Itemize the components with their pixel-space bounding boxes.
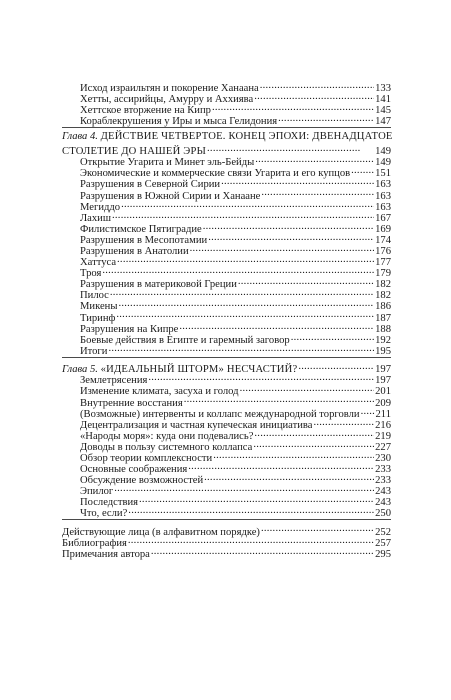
toc-entry-title: Разрушения в Южной Сирии и Ханаане xyxy=(80,190,261,202)
leader-dots xyxy=(179,321,374,332)
toc-entry-page: 163 xyxy=(375,201,391,213)
leader-dots xyxy=(212,102,374,113)
toc-entry-page: 257 xyxy=(375,537,391,549)
toc-entry-page: 188 xyxy=(375,323,391,335)
toc-entry-page: 211 xyxy=(375,408,391,420)
leader-dots xyxy=(117,254,374,265)
table-of-contents xyxy=(62,80,393,560)
toc-entry-title: Эпилог xyxy=(80,486,114,498)
toc-entry-title: Кораблекрушения у Иры и мыса Гелидония xyxy=(80,116,278,128)
toc-entry-title: Тиринф xyxy=(80,312,116,324)
leader-dots xyxy=(261,187,374,198)
leader-dots xyxy=(253,439,374,450)
leader-dots xyxy=(238,276,374,287)
toc-entry-page: 227 xyxy=(375,441,391,453)
toc-entry-page: 174 xyxy=(375,234,391,246)
leader-dots xyxy=(151,546,374,557)
toc-entry-page: 179 xyxy=(375,268,391,280)
toc-entry[interactable] xyxy=(62,265,391,280)
toc-entry-page: 141 xyxy=(375,94,391,106)
chapter-5-label: Глава 5. xyxy=(62,364,98,376)
toc-entry-page: 163 xyxy=(375,179,391,191)
toc-entry-page: 187 xyxy=(375,312,391,324)
leader-dots xyxy=(278,113,374,124)
toc-entry[interactable] xyxy=(62,221,391,235)
toc-entry-page: 233 xyxy=(375,464,391,476)
leader-dots xyxy=(361,406,375,417)
toc-entry[interactable] xyxy=(62,343,391,357)
toc-entry-page: 147 xyxy=(375,116,391,128)
chapter-4-page: 149 xyxy=(375,146,391,158)
chapter-4-items xyxy=(62,154,391,357)
leader-dots xyxy=(213,450,374,461)
toc-entry-title: Библиография xyxy=(62,537,127,549)
leader-dots xyxy=(221,176,374,187)
toc-entry-title: Открытие Угарита и Минет эль-Бейды xyxy=(80,157,255,169)
toc-entry-page: 295 xyxy=(375,548,391,560)
leader-dots xyxy=(254,428,374,439)
toc-entry-title: (Возможные) интервенты и коллапс международной торговли xyxy=(80,408,360,420)
toc-entry-title: Разрушения в Северной Сирии xyxy=(80,179,221,191)
toc-entry-page: 230 xyxy=(375,453,391,464)
toc-entry-title: Примечания автора xyxy=(62,548,150,560)
toc-entry-title: Хетты, ассирийцы, Амурру и Аххиява xyxy=(80,94,254,106)
leader-dots xyxy=(139,494,374,505)
divider xyxy=(62,519,391,520)
toc-entry-title: Обзор теории комплексности xyxy=(80,453,213,464)
toc-entry-title: Децентрализация и частная купеческая инициатива xyxy=(80,419,313,431)
chapter-5-heading[interactable] xyxy=(62,361,391,376)
leader-dots xyxy=(190,243,374,254)
toc-entry-page: 209 xyxy=(375,397,391,409)
leader-dots xyxy=(112,210,374,221)
toc-entry-page: 243 xyxy=(375,486,391,498)
leader-dots xyxy=(203,221,374,232)
chapter-4 xyxy=(62,131,393,357)
toc-entry-page: 133 xyxy=(375,83,391,95)
leader-dots xyxy=(108,343,374,354)
toc-entry-page: 151 xyxy=(375,168,391,180)
toc-entry[interactable] xyxy=(62,523,391,538)
toc-entry-title: Лахиш xyxy=(80,212,112,224)
toc-entry-title: Внутренние восстания xyxy=(80,397,183,409)
chapter-5-items xyxy=(62,372,391,520)
toc-entry-title: Разрушения на Кипре xyxy=(80,323,179,335)
toc-entry-title: Экономические и коммерческие связи Угарита и его купцов xyxy=(80,168,351,180)
toc-entry-title: Действующие лица (в алфавитном порядке) xyxy=(62,526,260,538)
toc-entry-title: «Народы моря»: куда они подевались? xyxy=(80,430,254,442)
leader-dots xyxy=(116,309,374,320)
toc-entry-title: Что, если? xyxy=(80,508,128,520)
toc-entry-page: 192 xyxy=(375,334,391,346)
leader-dots xyxy=(102,265,374,276)
toc-entry-page: 197 xyxy=(375,375,391,387)
toc-entry-title: Разрушения в материковой Греции xyxy=(80,279,237,291)
toc-entry-page: 250 xyxy=(375,508,391,520)
toc-entry[interactable] xyxy=(62,298,391,313)
chapter-4-title-line2: СТОЛЕТИЕ ДО НАШЕЙ ЭРЫ xyxy=(62,146,207,158)
leader-dots xyxy=(207,143,374,154)
toc-entry-page: 216 xyxy=(375,419,391,431)
toc-entry-title: Итоги xyxy=(80,345,108,357)
toc-entry-title: Мегиддо xyxy=(80,201,121,213)
toc-entry-title: Боевые действия в Египте и гаремный заговор xyxy=(80,334,290,346)
leader-dots xyxy=(260,80,374,91)
chapter-5 xyxy=(62,361,391,520)
toc-entry-page: 233 xyxy=(375,475,391,487)
toc-entry-title: Хаттуса xyxy=(80,257,117,269)
toc-entry-page: 149 xyxy=(375,157,391,169)
divider xyxy=(62,357,391,358)
leader-dots xyxy=(114,483,374,494)
leader-dots xyxy=(313,417,374,428)
leader-dots xyxy=(254,91,374,102)
toc-entry-page: 243 xyxy=(375,497,391,509)
toc-entry-page: 195 xyxy=(375,345,391,357)
leader-dots xyxy=(128,535,374,546)
toc-section-back xyxy=(62,523,391,560)
leader-dots xyxy=(188,461,374,472)
toc-entry-page: 201 xyxy=(375,386,391,398)
toc-entry-title: Микены xyxy=(80,301,118,313)
toc-entry-title: Основные соображения xyxy=(80,464,188,476)
leader-dots xyxy=(118,298,374,309)
chapter-5-title: «ИДЕАЛЬНЫЙ ШТОРМ» НЕСЧАСТИЙ? xyxy=(100,364,298,376)
toc-entry-title: Хеттское вторжение на Кипр xyxy=(80,105,211,117)
leader-dots xyxy=(208,232,374,243)
leader-dots xyxy=(184,394,374,405)
leader-dots xyxy=(261,523,374,534)
chapter-5-page: 197 xyxy=(375,364,391,376)
toc-entry-page: 176 xyxy=(375,246,391,258)
leader-dots xyxy=(240,383,375,394)
toc-entry[interactable] xyxy=(62,287,391,302)
toc-entry-page: 219 xyxy=(375,430,391,442)
leader-dots xyxy=(148,372,374,383)
toc-entry-page: 182 xyxy=(375,290,391,302)
divider xyxy=(62,127,391,128)
leader-dots xyxy=(298,361,374,372)
toc-entry-page: 252 xyxy=(375,526,391,538)
toc-entry-page: 169 xyxy=(375,223,391,235)
toc-entry[interactable] xyxy=(62,276,391,291)
leader-dots xyxy=(255,154,374,165)
toc-entry-page: 163 xyxy=(375,190,391,202)
toc-entry-page: 182 xyxy=(375,279,391,291)
toc-entry-page: 177 xyxy=(375,257,391,269)
chapter-4-label: Глава 4. xyxy=(62,131,98,143)
toc-entry-title: Исход израильтян и покорение Ханаана xyxy=(80,83,259,95)
toc-entry-title: Землетрясения xyxy=(80,375,148,387)
toc-entry-title: Троя xyxy=(80,268,102,280)
leader-dots xyxy=(128,505,374,516)
toc-section-top xyxy=(62,80,391,128)
leader-dots xyxy=(351,165,374,176)
leader-dots xyxy=(110,287,374,298)
toc-entry-title: Разрушения в Месопотамии xyxy=(80,234,208,246)
toc-entry-title: Обсуждение возможностей xyxy=(80,475,204,487)
toc-entry[interactable] xyxy=(62,80,391,95)
toc-entry-title: Доводы в пользу системного коллапса xyxy=(80,441,253,453)
leader-dots xyxy=(121,199,374,210)
toc-entry-page: 145 xyxy=(375,105,391,117)
chapter-4-heading[interactable] xyxy=(62,131,393,158)
toc-entry-title: Пилос xyxy=(80,290,109,302)
toc-entry-title: Последствия xyxy=(80,497,139,509)
chapter-4-title-line1: ДЕЙСТВИЕ ЧЕТВЕРТОЕ. КОНЕЦ ЭПОХИ: ДВЕНАДЦАТОЕ xyxy=(100,131,393,143)
toc-entry-title: Разрушения в Анатолии xyxy=(80,246,189,258)
toc-entry-title: Изменение климата, засуха и голод xyxy=(80,386,239,398)
leader-dots xyxy=(291,332,374,343)
toc-entry-title: Филистимское Пятиградие xyxy=(80,223,202,235)
toc-entry-page: 167 xyxy=(375,212,391,224)
leader-dots xyxy=(204,472,374,483)
toc-entry-page: 186 xyxy=(375,301,391,313)
toc-entry[interactable] xyxy=(62,210,391,224)
